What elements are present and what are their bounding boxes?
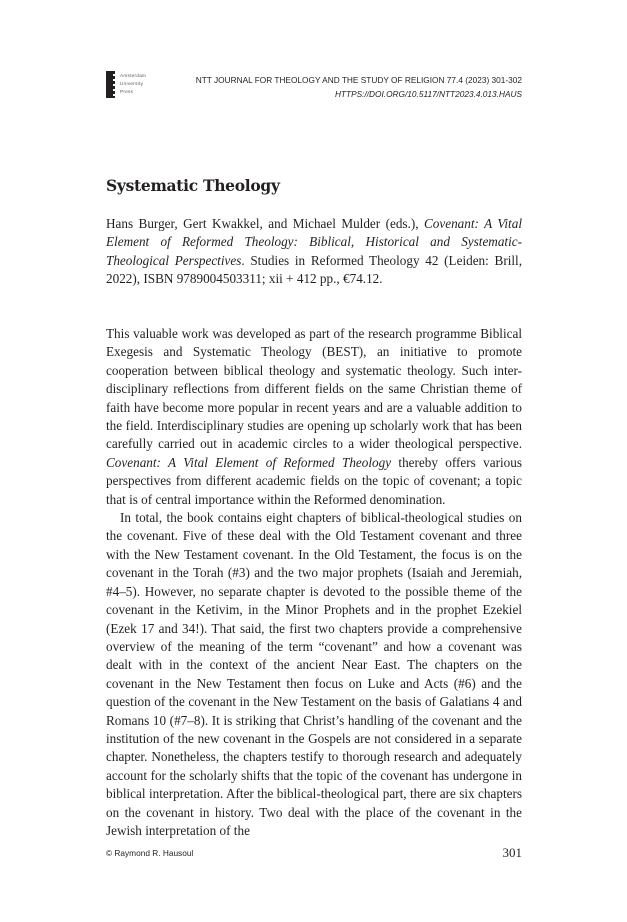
copyright-notice: © Raymond R. Hausoul (106, 848, 194, 858)
publisher-line: Press (120, 89, 134, 94)
paragraph-text: thereby offers various perspectives from different academic fields on the topic of covenant; a topic that is of central importance within the Reformed denomination. (106, 454, 522, 507)
publisher-name (120, 72, 146, 96)
publisher-line: Amsterdam (120, 73, 147, 78)
citation-book-title: Covenant: A Vital Element of Reformed Theology: Biblical, Historical and Systematic-Theological Perspectives (106, 216, 522, 268)
paragraph (106, 325, 522, 509)
book-citation (106, 215, 522, 289)
paragraph-text: This valuable work was developed as part of the research programme Biblical Exegesis and Systematic Theology (BEST), an initiative to promote cooperation between biblical theology and systematic theology. Such inter-disciplinary reflections from different fields on the same Christian theme of faith have become more popular in recent years and are a valuable addition to the field. Interdisciplinary studies are opening up scholarly work that has been carefully carried out in academic circles to a wider theological perspective. (106, 326, 522, 452)
citation-authors: Hans Burger, Gert Kwakkel, and Michael Mulder (eds.), (106, 216, 424, 231)
journal-citation: NTT JOURNAL FOR THEOLOGY AND THE STUDY OF RELIGION 77.4 (2023) 301-302 (195, 75, 522, 85)
aup-logo-icon (106, 71, 113, 98)
section-title: Systematic Theology (106, 176, 280, 195)
running-header (196, 73, 522, 101)
citation-details: . Studies in Reformed Theology 42 (Leiden: Brill, 2022), ISBN 9789004503311; xii + 412 pp., €74.12. (106, 252, 522, 287)
book-title-inline: Covenant: A Vital Element of Reformed Theology (106, 454, 392, 470)
publisher-logo (106, 71, 166, 101)
publisher-line: University (120, 81, 144, 86)
doi-link[interactable]: HTTPS://DOI.ORG/10.5117/NTT2023.4.013.HAUS (334, 89, 522, 99)
paragraph: In total, the book contains eight chapters of biblical-theological studies on the covenant. Five of these deal with the Old Testament covenant and three with the New Testament covenant. In the Old Testament, the focus is on the covenant in the Torah (#3) and the two major prophets (Isaiah and Jeremiah, #4–5). However, no separate chapter is devoted to the possible theme of the covenant in the Ketivim, in the Minor Prophets and in the prophet Ezekiel (Ezek 17 and 34!). That said, the first two chapters provide a comprehensive overview of the meaning of the term “covenant” and how a covenant was dealt with in the context of the ancient Near East. The chapters on the covenant in the New Testament then focus on Luke and Acts (#6) and the question of the covenant in the New Testament on the basis of Galatians 4 and Romans 10 (#7–8). It is striking that Christ’s handling of the covenant and the institution of the new covenant in the Gospels are not considered in a separate chapter. Nonetheless, the chapters testify to thorough research and adequately account for the scholarly shifts that the topic of the covenant has undergone in biblical interpretation. After the biblical-theological part, there are six chapters on the covenant in history. Two deal with the place of the covenant in the Jewish interpretation of the (106, 510, 522, 838)
page-number: 301 (502, 845, 522, 860)
review-body (106, 325, 522, 840)
